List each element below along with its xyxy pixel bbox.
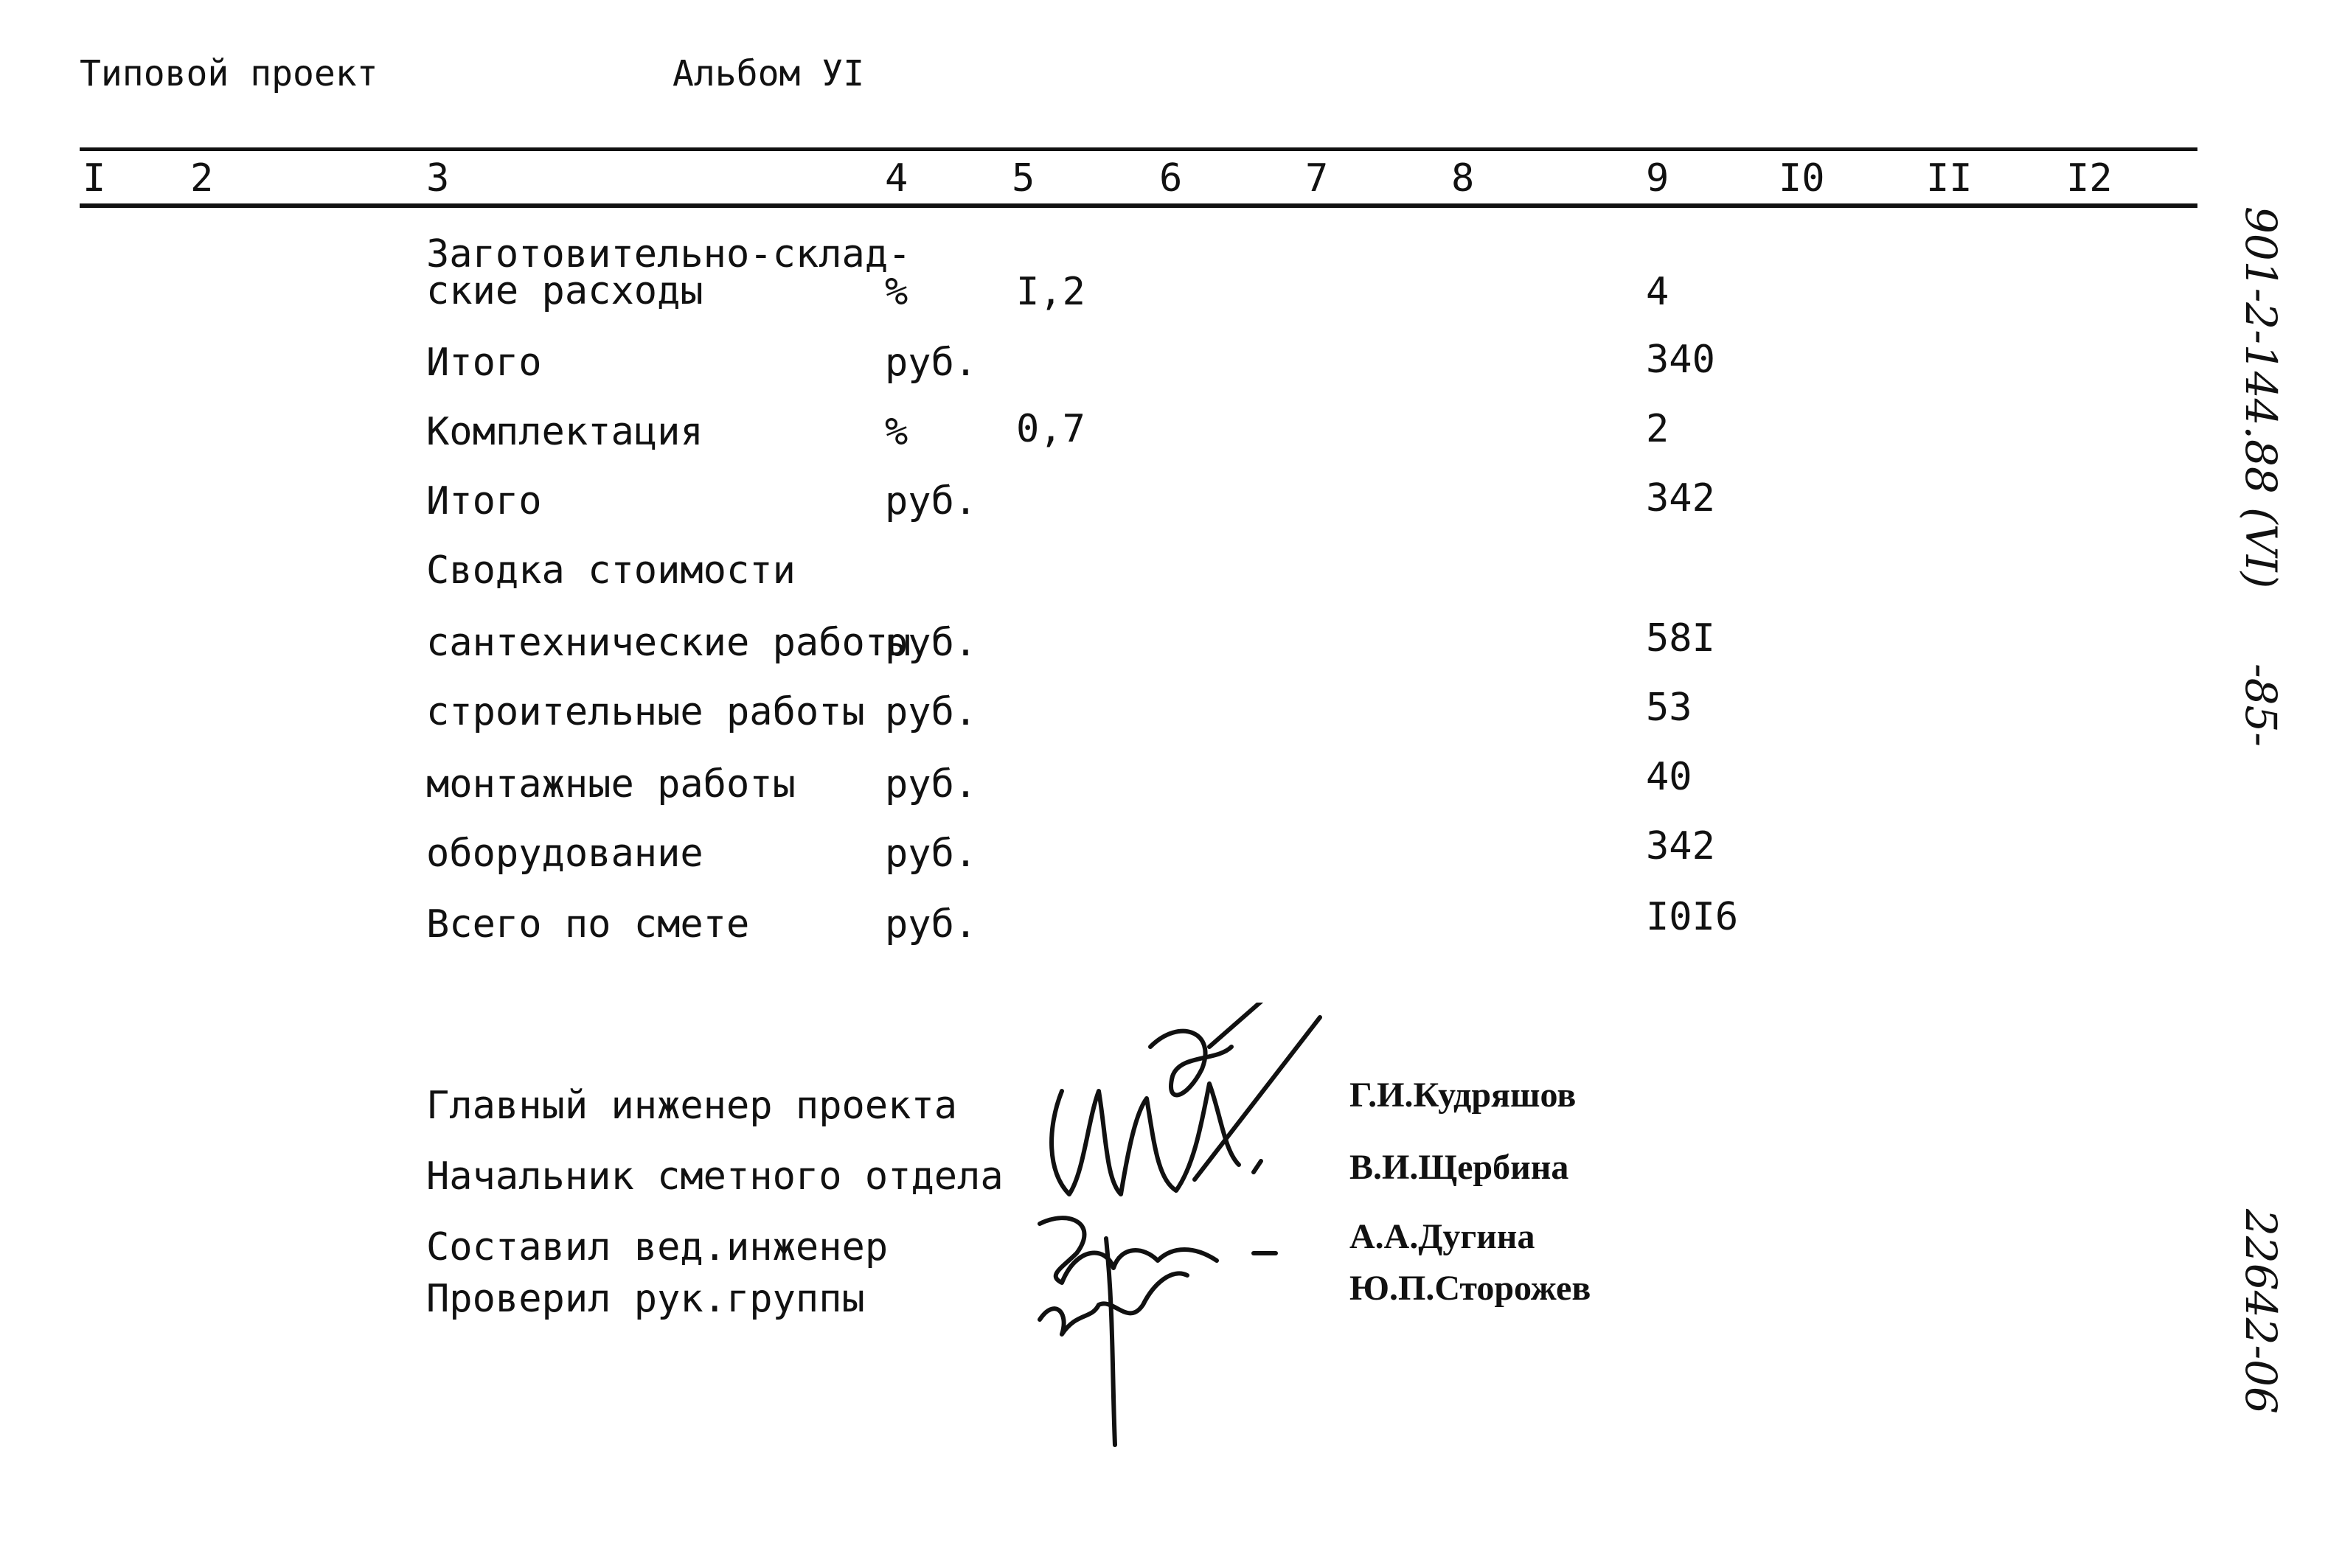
row-description: монтажные работы — [426, 762, 796, 806]
signatory-name: В.И.Щербина — [1349, 1148, 1569, 1187]
column-number: 3 — [426, 156, 450, 201]
row-value: 2 — [1646, 407, 1669, 451]
signatory-name: Ю.П.Сторожев — [1349, 1269, 1591, 1308]
inventory-number: 22642-06 — [2236, 1209, 2286, 1414]
signatory-name: А.А.Дугина — [1349, 1217, 1535, 1256]
signatory-role: Главный инженер проекта — [426, 1084, 958, 1128]
row-value: 340 — [1646, 338, 1715, 382]
section-heading: Сводка стоимости — [426, 548, 796, 593]
signatory-role: Начальник сметного отдела — [426, 1154, 1004, 1199]
row-description: Всего по смете — [426, 902, 750, 947]
column-number: I0 — [1779, 156, 1825, 201]
row-description: Итого — [426, 479, 542, 523]
sheet-designation: 901-2-144.88 (VI) — [2236, 206, 2286, 589]
row-description: Комплектация — [426, 410, 703, 454]
row-description — [426, 232, 911, 313]
row-unit: руб. — [885, 621, 978, 665]
row-value: 342 — [1646, 476, 1715, 520]
table-header-rule — [80, 203, 2197, 208]
row-percent: 0,7 — [1016, 407, 1085, 451]
column-number: 9 — [1646, 156, 1669, 201]
row-value: 53 — [1646, 686, 1692, 730]
row-description-line: ские расходы — [426, 269, 703, 313]
column-number: I2 — [2066, 156, 2113, 201]
column-number: I — [83, 156, 106, 201]
row-value: 40 — [1646, 755, 1692, 799]
column-number: 6 — [1159, 156, 1183, 201]
column-number: 7 — [1305, 156, 1329, 201]
table-top-rule — [80, 147, 2197, 151]
signatory-role: Проверил рук.группы — [426, 1277, 865, 1321]
signatory-role: Составил вед.инженер — [426, 1225, 889, 1269]
row-description-line: Заготовительно-склад- — [426, 232, 911, 276]
row-unit: руб. — [885, 690, 978, 734]
row-unit: руб. — [885, 832, 978, 876]
column-number: II — [1926, 156, 1973, 201]
row-value: 342 — [1646, 824, 1715, 868]
row-description: сантехнические работы — [426, 621, 911, 665]
row-value: 58I — [1646, 616, 1715, 661]
handwritten-signatures — [1018, 1003, 1327, 1460]
row-description: оборудование — [426, 832, 703, 876]
row-unit: руб. — [885, 479, 978, 523]
page-number: -85- — [2236, 663, 2286, 747]
column-number: 8 — [1451, 156, 1475, 201]
row-unit: руб. — [885, 902, 978, 947]
column-number: 5 — [1012, 156, 1035, 201]
row-unit: руб. — [885, 341, 978, 385]
column-number: 4 — [885, 156, 908, 201]
project-type-label: Типовой проект — [80, 53, 378, 94]
row-value: I0I6 — [1646, 895, 1739, 939]
row-unit: % — [885, 270, 908, 314]
signatory-name: Г.И.Кудряшов — [1349, 1076, 1577, 1115]
row-description: Итого — [426, 341, 542, 385]
row-percent: I,2 — [1016, 270, 1085, 314]
row-description: строительные работы — [426, 690, 865, 734]
row-unit: руб. — [885, 762, 978, 806]
row-unit: % — [885, 410, 908, 454]
row-value: 4 — [1646, 270, 1669, 314]
album-label: Альбом УI — [673, 53, 865, 94]
column-number: 2 — [190, 156, 214, 201]
